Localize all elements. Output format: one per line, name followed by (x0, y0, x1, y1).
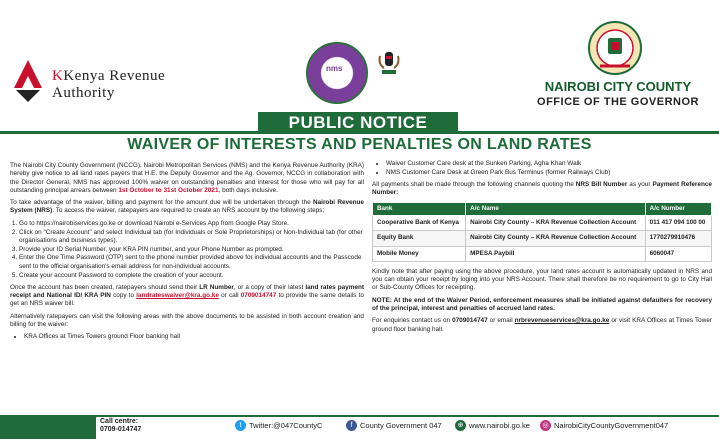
payment-reference-label: Payment Reference Number: (372, 181, 712, 197)
step-item: 4. Enter the One Time Password (OTP) sent to the phone number provided above for individual accounts and the Passcode sent to the official organisation's email address for non-individual accounts. (19, 254, 364, 271)
nrs-bill-number-label: NRS Bill Number (575, 181, 628, 189)
table-cell: 1770279910476 (645, 231, 711, 246)
table-cell: Nairobi City County – KRA Revenue Collection Account (466, 215, 645, 230)
submission-paragraph (10, 284, 364, 309)
right-column (372, 160, 712, 338)
location-item: • Waiver Customer Care desk at the Sunken Parking, Agha Khan Walk (386, 160, 712, 168)
nms-seal-logo (306, 42, 368, 104)
intro-text-end: , both days inclusive. (218, 186, 278, 194)
intro-paragraph (10, 162, 364, 195)
step-item: 2. Click on "Create Account" and select Individual tab (for Individuals or Sole Proprietorships) or Non-Individual tab (for other organisations and business types). (19, 229, 364, 246)
left-column (10, 162, 364, 346)
website-link[interactable] (455, 420, 530, 431)
step-item: 3. Provide your ID Serial Number, your KRA PIN number, and your Phone Number as prompted. (19, 246, 364, 254)
table-header-account-name: A/c Name (466, 202, 645, 215)
payment-text: All payments shall be made through the following channels quoting the (372, 181, 576, 189)
county-subtitle: OFFICE OF THE GOVERNOR (537, 96, 699, 108)
kra-name-line2: Authority (52, 85, 115, 101)
kra-logo (8, 58, 48, 104)
kra-name-line1: Kenya Revenue (63, 68, 166, 84)
facebook-page: County Government 047 (360, 421, 442, 430)
table-row (373, 246, 712, 261)
website-url: www.nairobi.go.ke (469, 421, 530, 430)
documents-label: land rates payment receipt and National ID/ KRA PIN (10, 283, 364, 300)
submission-text-2: , or a copy of their latest (233, 283, 306, 291)
enforcement-note: NOTE: At the end of the Waiver Period, enforcement measures shall be initiated against defaulters for recovery of the principal, interest and penalties of accrued land rates. (372, 296, 712, 313)
facebook-link[interactable] (346, 420, 442, 431)
public-notice-badge: PUBLIC NOTICE (258, 112, 458, 134)
instagram-link[interactable] (540, 420, 668, 431)
table-cell: Mobile Money (373, 246, 466, 261)
payment-paragraph (372, 181, 712, 198)
notice-headline: WAIVER OF INTERESTS AND PENALTIES ON LAND RATES (127, 136, 592, 153)
receipt-paragraph: Kindly note that after paying using the above procedure, your land rates account is automatically updated in NRS and you can obtain your receipt by loging into your NRS Account. There shall therefore be no requirement to go to City Hall or Sub-County Offices for receipting. (372, 267, 712, 292)
submission-text-3: copy to (110, 292, 137, 300)
kenya-coat-of-arms-icon (378, 48, 400, 76)
twitter-handle: Twitter:@047CountyC (249, 421, 323, 430)
locations-list (24, 333, 364, 341)
waiver-dates: 1st October to 31st October 2021 (118, 186, 219, 194)
step-item: 1. Go to https://nairobiservices.go.ke or download Nairobi e-Services App from Google Play Store. (19, 220, 364, 228)
location-item: • NMS Customer Care Desk at Green Park Bus Terminus (former Railways Club) (386, 169, 712, 177)
enquiries-phone: 0709014747 (452, 317, 488, 325)
enquiries-paragraph (372, 317, 712, 334)
alternative-paragraph: Alternatively ratepayers can visit the following areas with the above documents to be assisted in both account creation and billing for the waiver: (10, 312, 364, 329)
lr-number-label: LR Number (199, 283, 234, 291)
table-cell: 6060047 (645, 246, 711, 261)
twitter-link[interactable] (235, 420, 322, 431)
submission-text-5: to provide the same details to get an NRS waiver bill. (10, 292, 364, 308)
waiver-phone: 0709014747 (240, 292, 277, 300)
twitter-icon: t (235, 420, 246, 431)
nrs-system-name: Nairobi Revenue System (NRS) (10, 199, 364, 215)
enquiries-text-2: or email (487, 317, 515, 325)
nrs-text: To take advantage of the waiver, billing and payment for the amount due will be undertaken through the (10, 199, 313, 207)
enquiries-text-3: or visit KRA Offices at Times Tower ground floor banking hall. (372, 317, 712, 333)
enquiries-email-link[interactable]: nrbrevenueservices@kra.go.ke (514, 317, 610, 325)
table-header-row (373, 202, 712, 215)
waiver-email-link[interactable]: landrateswaiver@kra.go.ke (136, 292, 219, 300)
submission-text-4: or call (218, 292, 241, 300)
facebook-icon: f (346, 420, 357, 431)
enquiries-text: For enquiries contact us on (372, 317, 453, 325)
table-cell: MPESA Paybill (466, 246, 645, 261)
payment-channels-table (372, 202, 712, 262)
table-cell: Equity Bank (373, 231, 466, 246)
table-cell: Nairobi City County – KRA Revenue Collection Account (466, 231, 645, 246)
table-row (373, 215, 712, 230)
call-centre (100, 418, 141, 434)
table-header-account-number: A/c Number (645, 202, 711, 215)
kra-name: KKenya Revenue Authority (52, 68, 166, 101)
instagram-handle: NairobiCityCountyGovernment047 (554, 421, 669, 430)
nrs-text-end: . To access the waiver, ratepayers are required to create an NRS account by the following steps; (52, 207, 325, 215)
table-row (373, 231, 712, 246)
table-cell: Cooperative Bank of Kenya (373, 215, 466, 230)
call-centre-number: 0709-014747 (100, 426, 142, 433)
step-item: 5. Create your account Password to complete the creation of your account. (19, 272, 364, 280)
nms-logo-text: nms (326, 64, 343, 73)
location-item: • KRA Offices at Times Towers ground Floor banking hall (24, 333, 364, 341)
call-centre-label: Call centre: (100, 418, 139, 425)
county-title: NAIROBI CITY COUNTY (544, 79, 692, 94)
account-steps-list (19, 220, 364, 280)
locations-list-continued (386, 160, 712, 177)
payment-text-2: as your (627, 181, 653, 189)
table-cell: 011 417 094 100 00 (645, 215, 711, 230)
nrs-paragraph (10, 199, 364, 216)
globe-icon: ⊕ (455, 420, 466, 431)
instagram-icon: ◎ (540, 420, 551, 431)
submission-text: Once the account has been created, ratepayers should send their (10, 283, 200, 291)
table-header-bank: Bank (373, 202, 466, 215)
nairobi-county-crest-icon (588, 20, 642, 76)
intro-text: The Nairobi City County Government (NCCG), Nairobi Metropolitan Services (NMS) and the Kenya Revenue Authority (KRA) hereby give notice to all land rates payers that H.E. the Deputy Governor and the Ag. Governor, NCCG in collaboration with the Director General, NMS has approved 100% waiver on outstanding penalties and interest for those who will pay for all outstanding principal arrears between (10, 162, 364, 194)
